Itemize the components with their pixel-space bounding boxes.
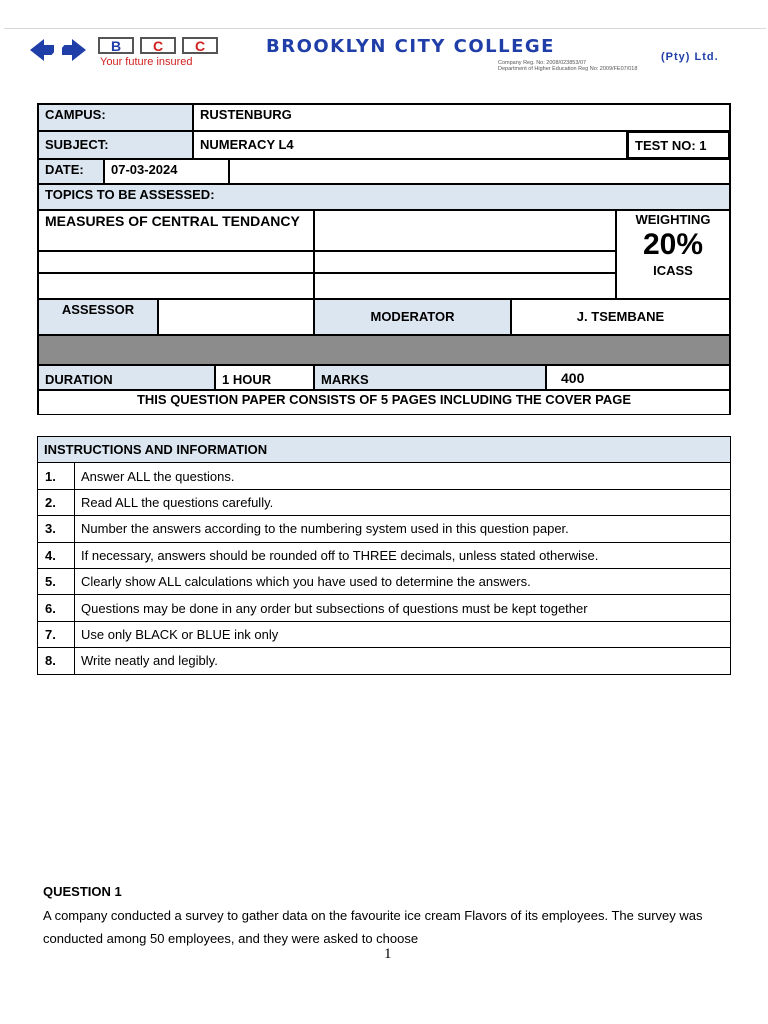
assessor-label: ASSESSOR [38, 299, 158, 335]
instruction-number: 1. [38, 463, 75, 489]
topic-2-blank [314, 210, 616, 251]
instruction-text: If necessary, answers should be rounded off to THREE decimals, unless stated otherwise. [75, 542, 731, 568]
instruction-text: Number the answers according to the numbering system used in this question paper. [75, 516, 731, 542]
date-label: DATE: [38, 159, 104, 184]
date-value: 07-03-2024 [104, 159, 229, 184]
assessor-value [158, 299, 314, 335]
instruction-number: 5. [38, 568, 75, 594]
logo-letter-b: B [98, 37, 134, 54]
topic-6-blank [314, 273, 616, 299]
cover-table [37, 103, 731, 415]
topic-1: MEASURES OF CENTRAL TENDANCY [38, 210, 314, 251]
topic-3-blank [38, 251, 314, 273]
instruction-number: 8. [38, 648, 75, 674]
company-suffix: (Pty) Ltd. [661, 51, 719, 63]
instruction-text: Read ALL the questions carefully. [75, 489, 731, 515]
duration-value: 1 HOUR [215, 365, 314, 390]
weighting-type: ICASS [653, 263, 693, 278]
topic-4-blank [314, 251, 616, 273]
instructions-table [37, 436, 731, 675]
marks-value: 400 [546, 365, 730, 390]
company-reg: Company Reg. No: 2008/023853/07 [498, 60, 587, 66]
instruction-row [38, 595, 731, 621]
weighting-value: 20% [642, 228, 704, 261]
subject-value: NUMERACY L4 [193, 131, 627, 159]
campus-value: RUSTENBURG [193, 104, 730, 131]
college-name: BROOKLYN CITY COLLEGE [266, 36, 555, 57]
instruction-row [38, 463, 731, 489]
instruction-row [38, 516, 731, 542]
instruction-text: Answer ALL the questions. [75, 463, 731, 489]
instruction-number: 2. [38, 489, 75, 515]
college-header [4, 28, 766, 74]
instruction-row [38, 621, 731, 647]
instruction-text: Clearly show ALL calculations which you have used to determine the answers. [75, 568, 731, 594]
instruction-number: 3. [38, 516, 75, 542]
duration-label: DURATION [38, 365, 215, 390]
subject-label: SUBJECT: [38, 131, 193, 159]
campus-label: CAMPUS: [38, 104, 193, 131]
pages-note: THIS QUESTION PAPER CONSISTS OF 5 PAGES INCLUDING THE COVER PAGE [38, 390, 730, 415]
instruction-row [38, 648, 731, 674]
weighting-box [616, 210, 730, 299]
instruction-row [38, 542, 731, 568]
instruction-text: Questions may be done in any order but subsections of questions must be kept together [75, 595, 731, 621]
instruction-number: 6. [38, 595, 75, 621]
question-title: QUESTION 1 [43, 884, 122, 899]
instruction-text: Use only BLACK or BLUE ink only [75, 621, 731, 647]
date-blank [229, 159, 730, 184]
bcc-logo-boxes [98, 37, 218, 54]
logo-letter-c2: C [182, 37, 218, 54]
registration-info [498, 60, 637, 72]
moderator-value: J. TSEMBANE [511, 299, 730, 335]
test-number: TEST NO: 1 [627, 131, 730, 159]
instruction-number: 4. [38, 542, 75, 568]
instruction-number: 7. [38, 621, 75, 647]
instructions-title: INSTRUCTIONS AND INFORMATION [38, 437, 731, 463]
marks-label: MARKS [314, 365, 546, 390]
instruction-row [38, 489, 731, 515]
moderator-label: MODERATOR [314, 299, 511, 335]
instruction-text: Write neatly and legibly. [75, 648, 731, 674]
dept-reg: Department of Higher Education Reg No: 2009/FE07/018 [498, 66, 638, 72]
instruction-row [38, 568, 731, 594]
double-arrow-logo-icon [28, 35, 88, 65]
topics-label: TOPICS TO BE ASSESSED: [38, 184, 730, 210]
page-number: 1 [384, 946, 392, 962]
weighting-label: WEIGHTING [635, 212, 711, 227]
logo-letter-c1: C [140, 37, 176, 54]
tagline: Your future insured [100, 56, 193, 68]
topic-5-blank [38, 273, 314, 299]
shaded-separator [38, 335, 730, 365]
question-text: A company conducted a survey to gather data on the favourite ice cream Flavors of its employees. The survey was conducted among 50 employees, and they were asked to choose [43, 908, 703, 946]
